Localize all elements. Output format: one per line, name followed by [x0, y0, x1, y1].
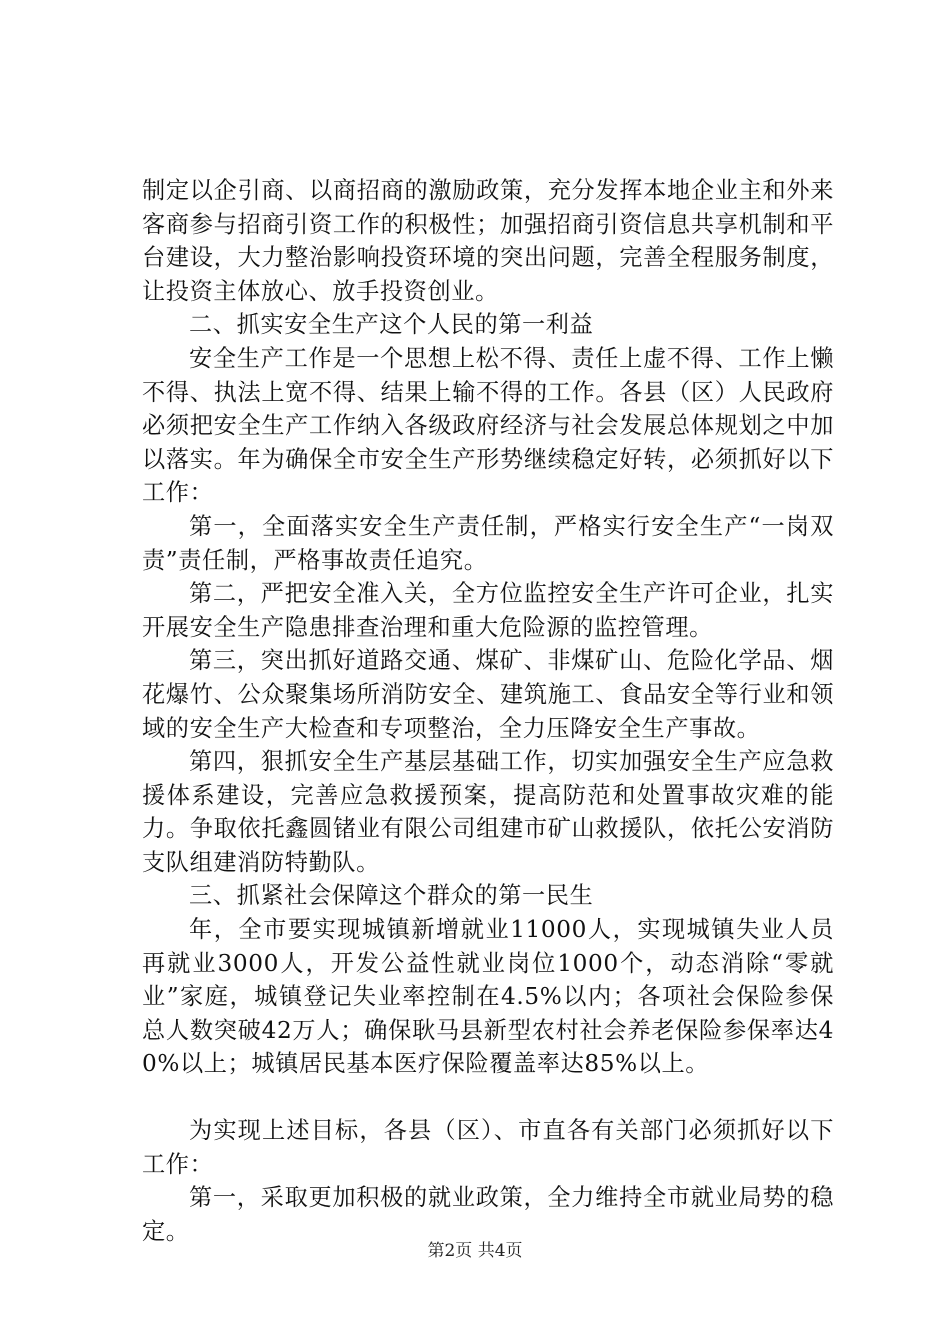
document-body: [142, 174, 834, 1248]
paragraph-spacer: [142, 1081, 834, 1114]
paragraph-investment-policy: 制定以企引商、以商招商的激励政策，充分发挥本地企业主和外来客商参与招商引资工作的积极性；加强招商引资信息共享机制和平台建设，大力整治影响投资环境的突出问题，完善全程服务制度，让投资主体放心、放手投资创业。: [142, 177, 834, 305]
paragraph-safety-third: 第三，突出抓好道路交通、煤矿、非煤矿山、危险化学品、烟花爆竹、公众聚集场所消防安全、建筑施工、食品安全等行业和领域的安全生产大检查和专项整治，全力压降安全生产事故。: [142, 647, 834, 742]
paragraph-safety-first: 第一，全面落实安全生产责任制，严格实行安全生产“一岗双责”责任制，严格事故责任追究。: [142, 512, 834, 574]
section-heading-social-security: 三、抓紧社会保障这个群众的第一民生: [189, 882, 594, 910]
paragraph-safety-intro: 安全生产工作是一个思想上松不得、责任上虚不得、工作上懒不得、执法上宽不得、结果上输不得的工作。各县（区）人民政府必须把安全生产工作纳入各级政府经济与社会发展总体规划之中加以落实。年为确保全市安全生产形势继续稳定好转，必须抓好以下工作：: [142, 344, 834, 507]
paragraph-employment-targets: 年，全市要实现城镇新增就业11000人，实现城镇失业人员再就业3000人，开发公益性就业岗位1000个，动态消除“零就业”家庭，城镇登记失业率控制在4.5%以内；各项社会保险参保总人数突破42万人；确保耿马县新型农村社会养老保险参保率达40%以上；城镇居民基本医疗保险覆盖率达85%以上。: [142, 916, 834, 1078]
section-heading-safety: 二、抓实安全生产这个人民的第一利益: [189, 311, 594, 339]
paragraph-goals-intro: 为实现上述目标，各县（区）、市直各有关部门必须抓好以下工作：: [142, 1117, 834, 1178]
page-number-footer: 第2页 共4页: [427, 1241, 523, 1261]
paragraph-safety-fourth: 第四，狠抓安全生产基层基础工作，切实加强安全生产应急救援体系建设，完善应急救援预案，提高防范和处置事故灾难的能力。争取依托鑫圆锗业有限公司组建市矿山救援队，依托公安消防支队组建消防特勤队。: [142, 748, 834, 876]
paragraph-employment-first: 第一，采取更加积极的就业政策，全力维持全市就业局势的稳定。: [142, 1184, 834, 1245]
paragraph-safety-second: 第二，严把安全准入关，全方位监控安全生产许可企业，扎实开展安全生产隐患排查治理和重大危险源的监控管理。: [142, 580, 834, 641]
